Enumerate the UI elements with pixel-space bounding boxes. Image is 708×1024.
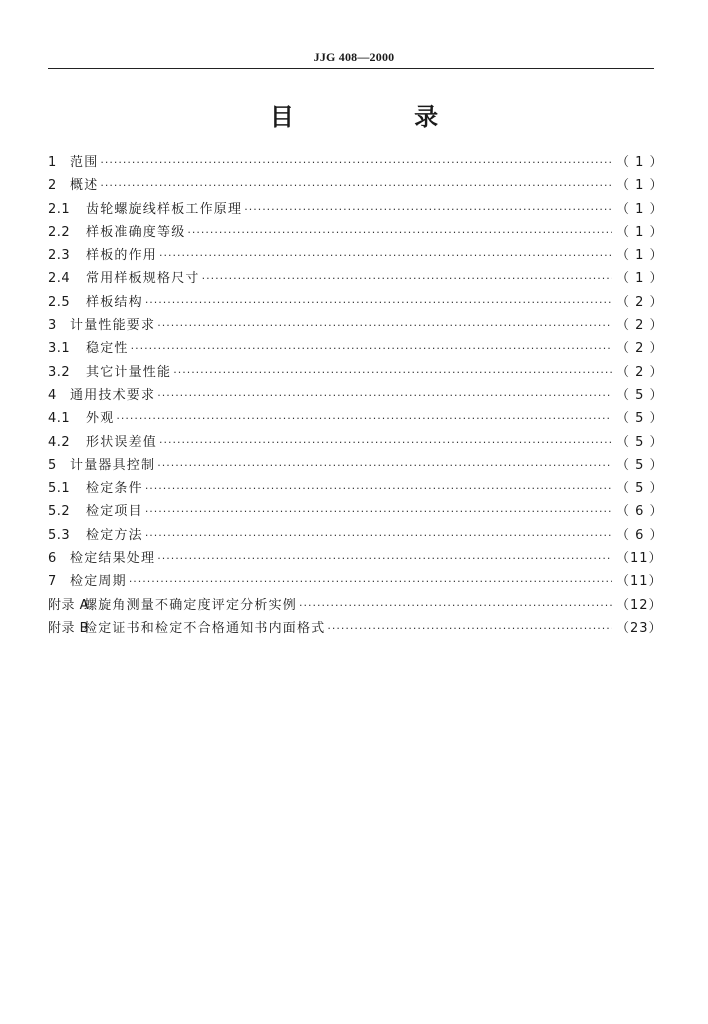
toc-entry-page: （ 6 ） — [616, 527, 664, 543]
toc-entry[interactable] — [48, 221, 664, 244]
toc-entry-number: 2.5 — [48, 294, 71, 310]
toc-entry-label: 外观 — [86, 411, 115, 427]
toc-entry[interactable] — [48, 524, 664, 547]
toc-entry-label: 其它计量性能 — [86, 364, 172, 380]
toc-leader-dots — [157, 384, 612, 407]
toc-entry-label: 范围 — [70, 155, 99, 170]
toc-entry[interactable] — [48, 244, 664, 267]
header-doc-code: JJG 408—2000 — [313, 50, 395, 64]
toc-entry[interactable] — [48, 361, 664, 384]
toc-leader-dots — [145, 524, 612, 547]
toc-entry[interactable] — [48, 267, 664, 290]
toc-entry[interactable] — [48, 314, 664, 337]
toc-entry-number: 2.3 — [48, 248, 71, 264]
toc-entry-page: （ 5 ） — [616, 434, 664, 450]
toc-entry-label: 检定条件 — [86, 481, 143, 497]
toc-entry-number: 2.4 — [48, 271, 71, 287]
toc-entry-number: 5 — [48, 457, 57, 473]
toc-entry-number: 2.1 — [48, 201, 71, 217]
toc-entry-label: 检定项目 — [86, 504, 143, 520]
toc-entry-page: （ 5 ） — [616, 457, 664, 473]
toc-leader-dots — [145, 291, 612, 314]
toc-entry-label: 样板的作用 — [86, 248, 158, 264]
toc-entry-page: （ 2 ） — [616, 364, 664, 380]
toc-entry[interactable] — [48, 384, 664, 407]
toc-entry[interactable] — [48, 454, 664, 477]
toc-entry-page: （ 6 ） — [616, 504, 664, 520]
toc-entry-label: 常用样板规格尺寸 — [86, 271, 200, 287]
toc-entry-page: （ 1 ） — [616, 178, 664, 194]
toc-entry[interactable] — [48, 174, 664, 197]
toc-entry[interactable] — [48, 477, 664, 500]
toc-leader-dots — [129, 570, 612, 593]
toc-entry-label: 通用技术要求 — [70, 387, 156, 403]
toc-entry-label: 螺旋角测量不确定度评定分析实例 — [84, 597, 298, 613]
toc-entry-page: （ 2 ） — [616, 341, 664, 357]
toc-entry-number: 附录 B — [48, 620, 90, 636]
toc-entry-page: （ 5 ） — [616, 387, 664, 403]
toc-entry-page: （12） — [616, 597, 663, 613]
toc-leader-dots — [131, 337, 612, 360]
toc-leader-dots — [157, 314, 612, 337]
toc-leader-dots — [187, 221, 612, 244]
toc-entry-page: （ 1 ） — [616, 271, 664, 287]
toc-entry[interactable] — [48, 198, 664, 221]
toc-entry[interactable] — [48, 291, 664, 314]
toc-entry[interactable] — [48, 500, 664, 523]
table-of-contents — [48, 151, 664, 640]
page-title: 目 录 — [269, 103, 495, 131]
toc-entry-label: 检定周期 — [70, 574, 127, 590]
toc-entry-label: 稳定性 — [86, 341, 129, 357]
toc-leader-dots — [145, 477, 612, 500]
toc-leader-dots — [173, 361, 612, 384]
toc-entry-label: 检定方法 — [86, 527, 143, 543]
toc-entry-number: 1 — [48, 155, 57, 170]
toc-entry-page: （ 1 ） — [616, 224, 664, 240]
toc-entry[interactable] — [48, 594, 663, 617]
toc-leader-dots — [244, 198, 612, 221]
toc-entry-page: （ 1 ） — [616, 248, 664, 264]
header-divider — [48, 68, 654, 69]
toc-leader-dots — [157, 547, 612, 570]
toc-entry-number: 3 — [48, 318, 57, 334]
toc-entry-label: 齿轮螺旋线样板工作原理 — [86, 201, 243, 217]
toc-entry-page: （ 2 ） — [616, 294, 664, 310]
toc-entry[interactable] — [48, 407, 664, 430]
toc-entry-page: （ 2 ） — [616, 318, 664, 334]
toc-entry-page: （23） — [616, 620, 663, 636]
toc-entry-label: 计量器具控制 — [70, 457, 156, 473]
toc-entry-number: 4 — [48, 387, 57, 403]
toc-leader-dots — [159, 244, 612, 267]
toc-entry-number: 4.1 — [48, 411, 71, 427]
toc-entry-number: 附录 A — [48, 597, 90, 613]
toc-entry-page: （ 5 ） — [616, 411, 664, 427]
toc-entry-label: 样板结构 — [86, 294, 143, 310]
toc-leader-dots — [159, 431, 612, 454]
toc-entry-number: 3.1 — [48, 341, 71, 357]
toc-leader-dots — [157, 454, 612, 477]
toc-entry-number: 4.2 — [48, 434, 71, 450]
toc-entry-page: （11） — [616, 551, 663, 567]
toc-entry-page: （11） — [616, 574, 663, 590]
toc-entry-label: 检定证书和检定不合格通知书内面格式 — [84, 620, 326, 636]
toc-entry-label: 样板准确度等级 — [86, 224, 186, 240]
toc-entry-number: 7 — [48, 574, 57, 590]
toc-entry-page: （ 1 ） — [616, 201, 664, 217]
toc-entry[interactable] — [48, 547, 663, 570]
toc-entry[interactable] — [48, 570, 663, 593]
toc-entry[interactable] — [48, 617, 663, 640]
toc-leader-dots — [145, 500, 612, 523]
toc-leader-dots — [100, 151, 612, 174]
toc-entry-label: 概述 — [70, 178, 99, 194]
toc-entry-label: 计量性能要求 — [70, 318, 156, 334]
toc-entry-number: 2 — [48, 178, 57, 194]
toc-leader-dots — [116, 407, 612, 430]
toc-leader-dots — [299, 594, 612, 617]
toc-entry-number: 5.1 — [48, 481, 71, 497]
toc-entry[interactable] — [48, 337, 664, 360]
toc-entry-label: 检定结果处理 — [70, 551, 156, 567]
toc-entry[interactable] — [48, 431, 664, 454]
toc-entry-number: 5.2 — [48, 504, 71, 520]
toc-entry-number: 5.3 — [48, 527, 71, 543]
toc-entry-number: 2.2 — [48, 224, 71, 240]
toc-leader-dots — [202, 267, 612, 290]
toc-entry-page: （ 1 ） — [616, 155, 664, 170]
toc-entry-number: 6 — [48, 551, 57, 567]
toc-entry[interactable] — [48, 151, 664, 174]
toc-entry-number: 3.2 — [48, 364, 71, 380]
toc-entry-page: （ 5 ） — [616, 481, 664, 497]
toc-entry-label: 形状误差值 — [86, 434, 158, 450]
toc-leader-dots — [327, 617, 612, 640]
toc-leader-dots — [100, 174, 612, 197]
